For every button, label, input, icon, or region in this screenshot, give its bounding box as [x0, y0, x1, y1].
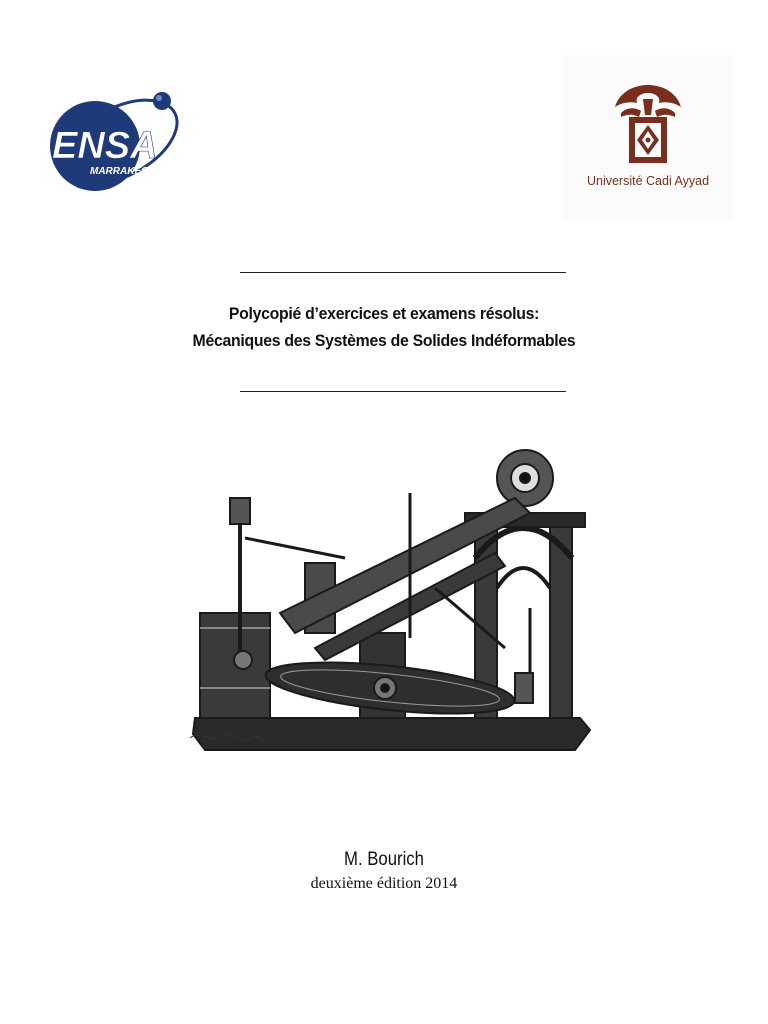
title-bottom-rule	[240, 391, 566, 392]
document-title	[27, 300, 741, 354]
ensa-marrakech-logo	[40, 80, 200, 205]
title-line-2: Mécaniques des Systèmes de Solides Indéformables	[192, 331, 576, 350]
edition-info: deuxième édition 2014	[310, 875, 458, 892]
uca-logo-text: Université Cadi Ayyad	[586, 174, 710, 188]
author-name: M. Bourich	[344, 849, 424, 870]
title-top-rule	[240, 272, 566, 273]
beam-engine-illustration	[185, 438, 605, 773]
universite-cadi-ayyad-logo	[563, 55, 733, 220]
title-line-1: Polycopié d’exercices et examens résolus:	[228, 304, 540, 323]
ensa-logo-text: ENSA	[52, 125, 158, 167]
ensa-logo-subtext: MARRAKECH	[90, 166, 156, 177]
